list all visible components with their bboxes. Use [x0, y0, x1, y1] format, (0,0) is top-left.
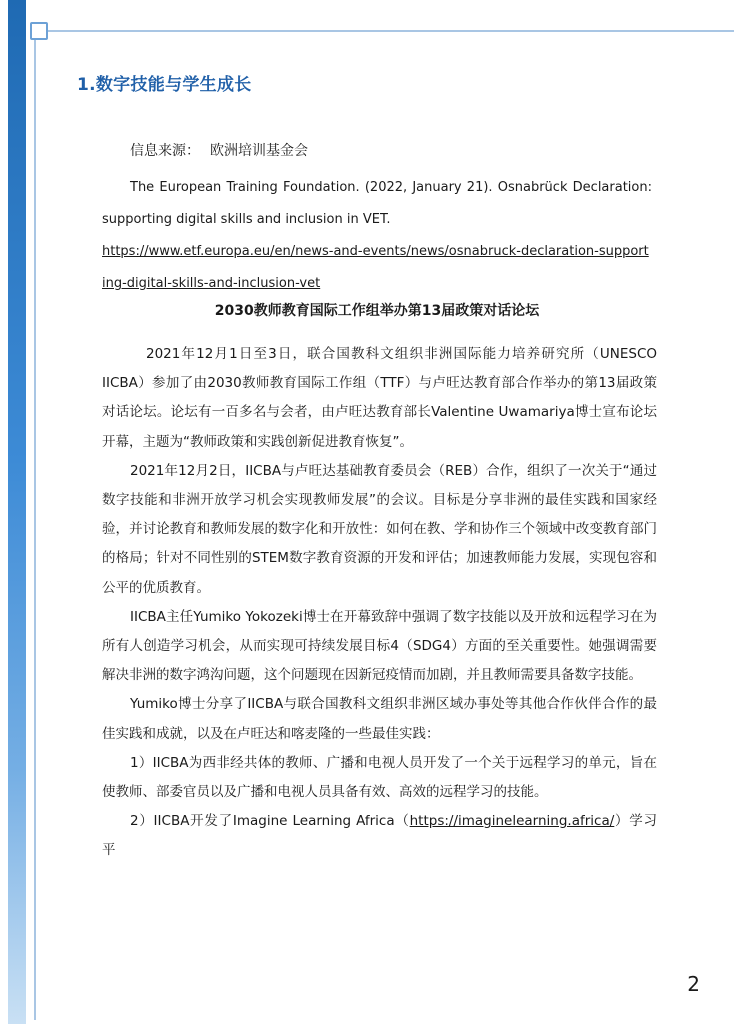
source-label: 信息来源：	[130, 143, 200, 159]
paragraph: IICBA主任Yumiko Yokozeki博士在开幕致辞中强调了数字技能以及开放和远程学习在为所有人创造学习机会，从而实现可持续发展目标4（SDG4）方面的至关重要性。她强调需要解决非洲的数字鸿沟问题，这个问题现在因新冠疫情而加剧，并且教师需要具备数字技能。	[102, 608, 657, 684]
section-title: 1.数字技能与学生成长	[77, 75, 252, 95]
article-body	[102, 340, 657, 866]
list-item	[102, 807, 657, 865]
paragraph: Yumiko博士分享了IICBA与联合国教科文组织非洲区域办事处等其他合作伙伴合作的最佳实践和成就，以及在卢旺达和喀麦隆的一些最佳实践：	[102, 696, 657, 742]
source-line	[130, 140, 308, 160]
left-blue-band	[8, 0, 26, 1024]
source-name: 欧洲培训基金会	[210, 143, 308, 159]
citation	[102, 172, 652, 300]
page-number: 2	[687, 972, 700, 996]
article-title: 2030教师教育国际工作组举办第13届政策对话论坛	[214, 303, 540, 319]
platform-link[interactable]: https://imaginelearning.africa/	[409, 813, 615, 830]
paragraph: 2021年12月1日至3日，联合国教科文组织非洲国际能力培养研究所（UNESCO IICBA）参加了由2030教师教育国际工作组（TTF）与卢旺达教育部合作举办的第13届政策对话论坛。论坛有一百多名与会者，由卢旺达教育部长Valentine Uwamariya博士宣布论坛开幕，主题为“教师政策和实践创新促进教育恢复”。	[102, 346, 657, 450]
list-item-suffix: ）学习平	[102, 813, 657, 859]
paragraph: 2021年12月2日，IICBA与卢旺达基础教育委员会（REB）合作，组织了一次关于“通过数字技能和非洲开放学习机会实现教师发展”的会议。目标是分享非洲的最佳实践和国家经验，并讨论教育和教师发展的数字化和开放性：如何在教、学和协作三个领域中改变教育部门的格局；针对不同性别的STEM数字教育资源的开发和评估；加速教师能力发展，实现包容和公平的优质教育。	[102, 462, 657, 596]
list-item-prefix: 2）IICBA开发了Imagine Learning Africa（	[130, 813, 410, 830]
top-frame-line	[42, 30, 734, 32]
list-item: 1）IICBA为西非经共体的教师、广播和电视人员开发了一个关于远程学习的单元，旨在使教师、部委官员以及广播和电视人员具备有效、高效的远程学习的技能。	[102, 754, 657, 801]
citation-text: The European Training Foundation. (2022, January 21). Osnabrück Declaration: supporting digital skills and inclusion in VET.	[102, 180, 652, 227]
left-frame-line	[34, 30, 36, 1020]
frame-corner-square	[30, 22, 48, 40]
citation-link[interactable]: https://www.etf.europa.eu/en/news-and-events/news/osnabruck-declaration-supporting-digital-skills-and-inclusion-vet	[102, 244, 649, 291]
